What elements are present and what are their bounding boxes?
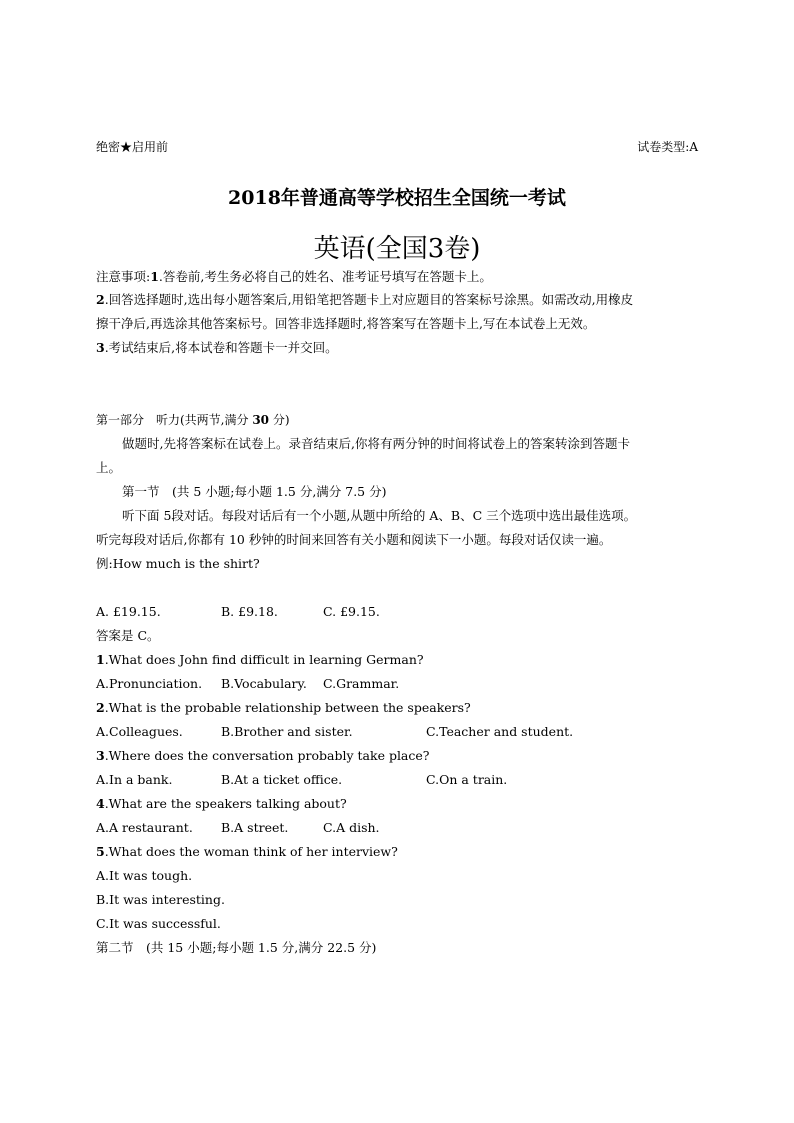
question-5-option-a: A.It was tough. [96, 868, 193, 883]
question-1-text: .What does John find difficult in learning German? [104, 652, 424, 667]
question-5-option-b: B.It was interesting. [96, 892, 225, 907]
section1-intro-line-2: 听完每段对话后,你都有 10 秒钟的时间来回答有关小题和阅读下一小题。每段对话仅读一遍。 [96, 532, 612, 547]
question-2-option-c: C.Teacher and student. [426, 724, 574, 739]
question-1-number: 1 [96, 652, 105, 667]
example-question: 例:How much is the shirt? [96, 556, 260, 571]
note-2-line-2: 擦干净后,再选涂其他答案标号。回答非选择题时,将答案写在答题卡上,写在本试卷上无效。 [96, 316, 596, 331]
question-3-number: 3 [96, 748, 105, 763]
question-3-option-a: A.In a bank. [96, 772, 173, 787]
confidential-label: 绝密★启用前 [96, 140, 169, 154]
question-2-option-a: A.Colleagues. [96, 724, 183, 739]
part1-heading-text: 第一部分 听力(共两节,满分 [96, 413, 253, 427]
notes-lead: 注意事项: [96, 269, 151, 284]
note-3-text: .考试结束后,将本试卷和答题卡一并交回。 [104, 340, 338, 355]
note-3 [96, 339, 338, 357]
example-option-c: C. £9.15. [323, 604, 380, 619]
question-3-text: .Where does the conversation probably take place? [104, 748, 430, 763]
question-2-option-b: B.Brother and sister. [221, 724, 353, 739]
question-5-option-c: C.It was successful. [96, 916, 221, 931]
note-1-text: .答卷前,考生务必将自己的姓名、准考证号填写在答题卡上。 [158, 269, 492, 284]
section1-heading: 第一节 (共 5 小题;每小题 1.5 分,满分 7.5 分) [122, 484, 387, 499]
example-option-a: A. £19.15. [96, 604, 161, 619]
note-1 [96, 268, 492, 286]
question-4 [96, 795, 347, 813]
question-3-option-c: C.On a train. [426, 772, 508, 787]
question-4-text: .What are the speakers talking about? [104, 796, 347, 811]
part1-heading-unit: 分) [269, 413, 290, 427]
part1-score: 30 [252, 413, 270, 427]
question-5 [96, 843, 398, 861]
question-5-text: .What does the woman think of her interview? [104, 844, 398, 859]
question-4-option-b: B.A street. [221, 820, 289, 835]
note-2-line-1 [96, 291, 633, 309]
part1-heading [96, 411, 290, 429]
part1-intro-line-1: 做题时,先将答案标在试卷上。录音结束后,你将有两分钟的时间将试卷上的答案转涂到答题卡 [122, 436, 630, 451]
section2-heading: 第二节 (共 15 小题;每小题 1.5 分,满分 22.5 分) [96, 940, 377, 955]
question-5-number: 5 [96, 844, 105, 859]
example-answer: 答案是 C。 [96, 628, 160, 643]
question-2-text: .What is the probable relationship between the speakers? [104, 700, 471, 715]
question-1 [96, 651, 424, 669]
question-3-option-b: B.At a ticket office. [221, 772, 343, 787]
question-2-number: 2 [96, 700, 105, 715]
question-4-number: 4 [96, 796, 105, 811]
question-4-option-a: A.A restaurant. [96, 820, 193, 835]
part1-intro-line-2: 上。 [96, 460, 122, 475]
paper-type-label: 试卷类型:A [637, 140, 698, 154]
question-3 [96, 747, 430, 765]
note-1-number: 1 [150, 269, 159, 284]
question-1-option-a: A.Pronunciation. [96, 676, 203, 691]
exam-title: 2018年普通高等学校招生全国统一考试 [228, 187, 566, 209]
section1-intro-line-1: 听下面 5段对话。每段对话后有一个小题,从题中所给的 A、B、C 三个选项中选出最佳选项。 [122, 508, 637, 523]
note-2-number: 2 [96, 292, 105, 307]
question-1-option-c: C.Grammar. [323, 676, 400, 691]
example-option-b: B. £9.18. [221, 604, 278, 619]
question-1-option-b: B.Vocabulary. [221, 676, 307, 691]
note-3-number: 3 [96, 340, 105, 355]
exam-subtitle: 英语(全国3卷) [313, 234, 481, 264]
question-2 [96, 699, 471, 717]
note-2-text: .回答选择题时,选出每小题答案后,用铅笔把答题卡上对应题目的答案标号涂黑。如需改动,用橡皮 [104, 292, 634, 307]
question-4-option-c: C.A dish. [323, 820, 380, 835]
